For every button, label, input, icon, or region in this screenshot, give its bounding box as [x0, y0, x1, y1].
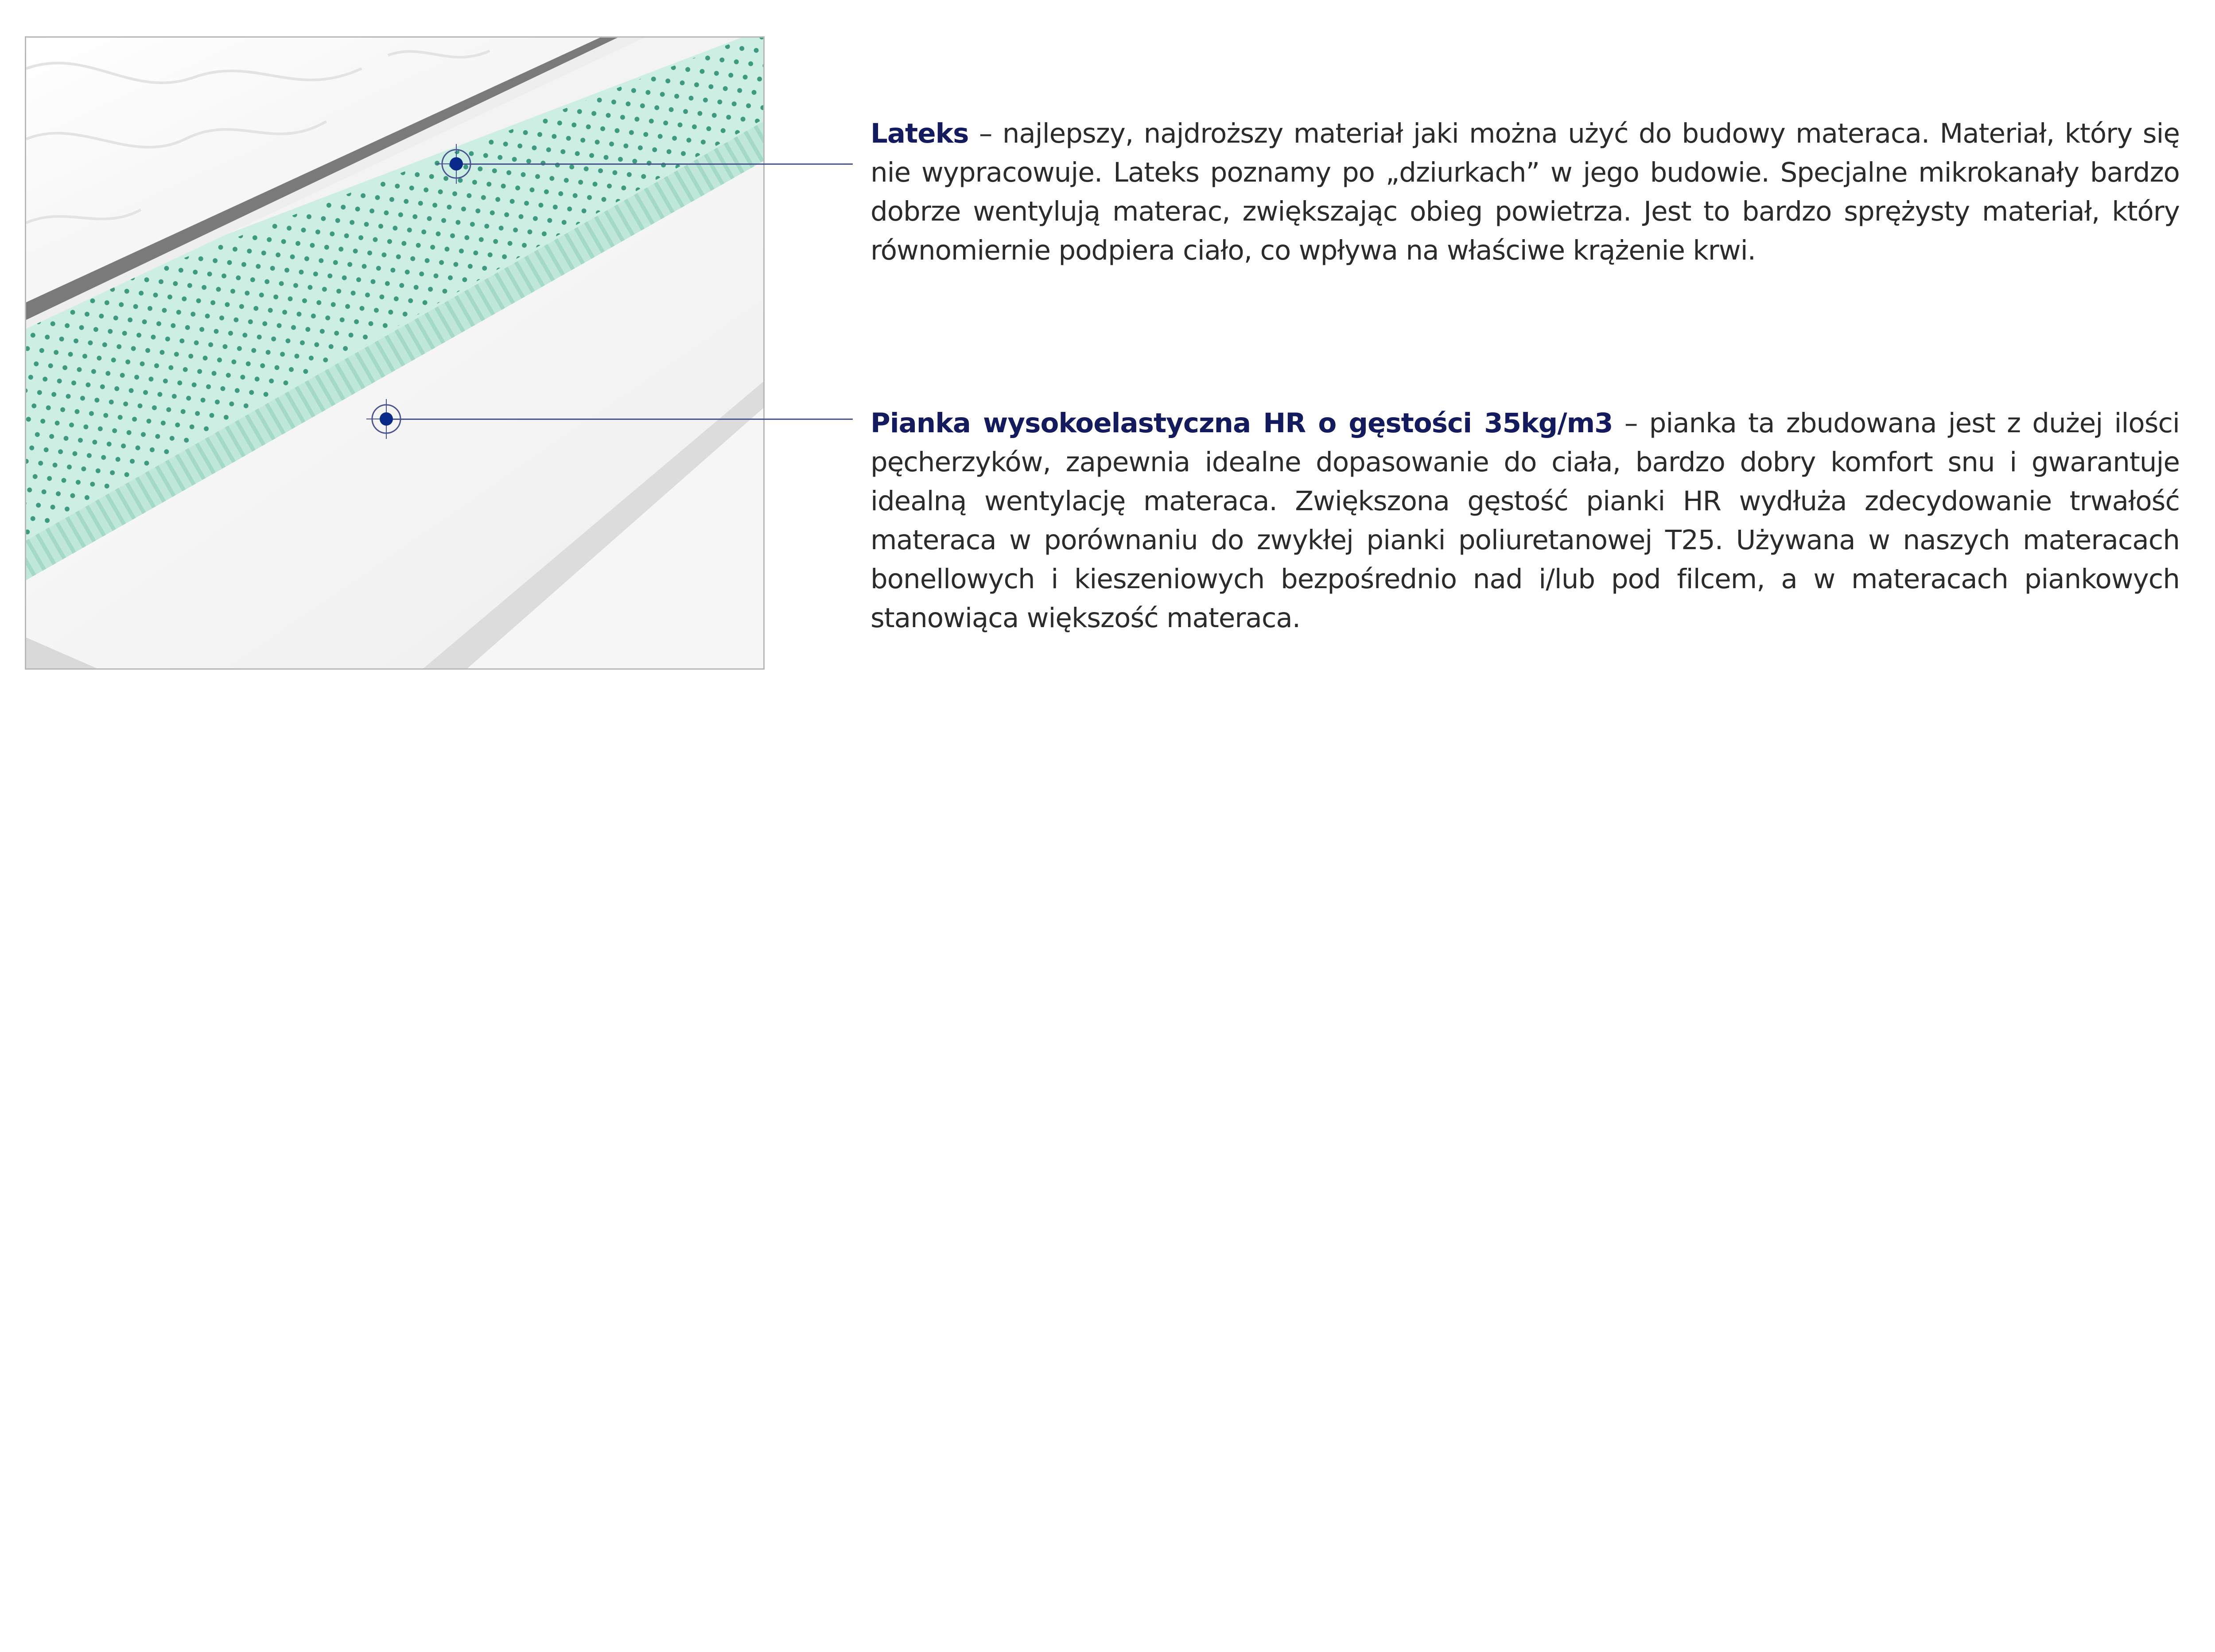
hr-foam-description [870, 404, 2180, 638]
latex-target-marker-icon [436, 144, 476, 184]
latex-term: Lateks [870, 118, 969, 149]
foam-leader-line [386, 419, 853, 420]
hr-foam-term: Pianka wysokoelastyczna HR o gęstości 35kg/m3 [870, 407, 1613, 439]
foam-target-marker-icon [366, 399, 406, 439]
latex-text: – najlepszy, najdroższy materiał jaki można użyć do budowy materaca. Materiał, który się nie wypracowuje. Lateks poznamy po „dziurkach” w jego budowie. Specjalne mikrokanały bardzo dobrze wentylują materac, zwiększając obieg powietrza. Jest to bardzo sprężysty materiał, który równomiernie podpiera ciało, co wpływa na właściwe krążenie krwi. [870, 118, 2180, 266]
latex-leader-line [456, 163, 853, 165]
latex-description [870, 114, 2180, 270]
mattress-cross-section-image [25, 36, 765, 670]
hr-foam-text: – pianka ta zbudowana jest z dużej ilości pęcherzyków, zapewnia idealne dopasowanie do ciała, bardzo dobry komfort snu i gwarantuje idealną wentylację materaca. Zwiększona gęstość pianki HR wydłuża zdecydowanie trwałość materaca w porównaniu do zwykłej pianki poliuretanowej T25. Używana w naszych materacach bonellowych i kieszeniowych bezpośrednio nad i/lub pod filcem, a w materacach piankowych stanowiąca większość materaca. [870, 407, 2180, 634]
mattress-layers-drawing [26, 38, 763, 668]
